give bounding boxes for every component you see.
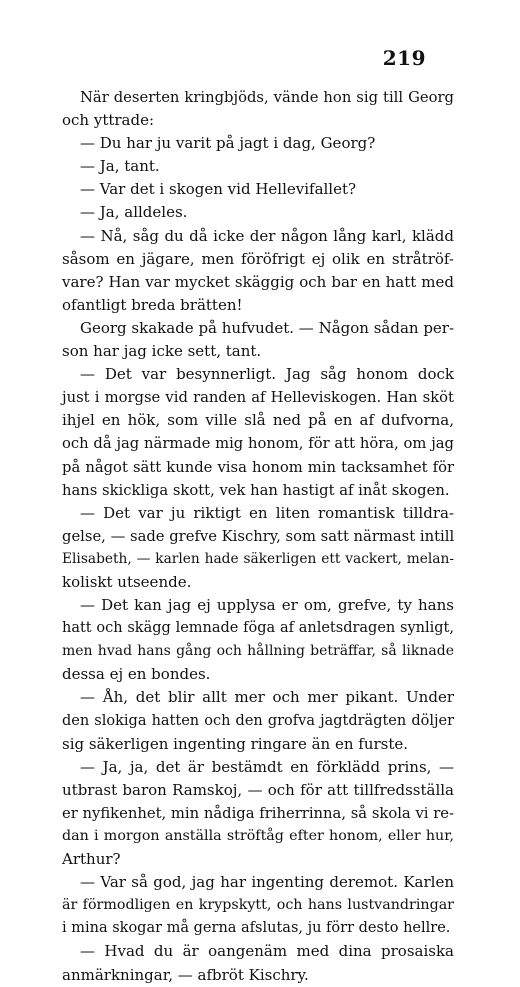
text-line: den slokiga hatten och den grofva jagtdrägten döljer xyxy=(62,712,454,729)
text-line: — Det var besynnerligt. Jag såg honom dock xyxy=(80,365,454,384)
text-line: och yttrade: xyxy=(62,111,155,130)
page-number: 219 xyxy=(382,46,426,70)
text-line: ofantligt breda brätten! xyxy=(62,295,243,314)
text-line: i mina skogar må gerna afslutas, ju förr desto hellre. xyxy=(62,920,451,937)
text-line: Georg skakade på hufvudet. — Någon sådan per- xyxy=(80,318,455,337)
text-line: Elisabeth, — karlen hade säkerligen ett vackert, melan- xyxy=(62,550,454,567)
text-line: såsom en jägare, men föröfrigt ej olik en stråtröf- xyxy=(62,249,454,268)
text-line: — Ja, tant. xyxy=(80,157,160,176)
text-line: sig säkerligen ingenting ringare än en furste. xyxy=(62,734,409,753)
text-line: Arthur? xyxy=(62,850,121,869)
text-line: utbrast baron Ramskoj, — och för att tillfredsställa xyxy=(62,780,454,799)
text-line: — Det kan jag ej upplysa er om, grefve, ty hans xyxy=(80,596,454,615)
body-text xyxy=(62,86,454,987)
text-line: anmärkningar, — afbröt Kischry. xyxy=(62,965,309,984)
text-line: När deserten kringbjöds, vände hon sig till Georg xyxy=(80,89,454,106)
text-line: — Hvad du är oangenäm med dina prosaiska xyxy=(80,942,454,961)
text-line: gelse, — sade grefve Kischry, som satt närmast intill xyxy=(62,527,455,545)
text-line: men hvad hans gång och hållning beträffar, så liknade xyxy=(62,643,454,660)
text-line: dessa ej en bondes. xyxy=(62,665,211,684)
text-line: just i morgse vid randen af Helleviskogen. Han sköt xyxy=(62,389,454,407)
text-line: koliskt utseende. xyxy=(62,572,192,591)
text-line: dan i morgon anställa ströftåg efter honom, eller hur, xyxy=(62,828,454,844)
text-line: — Du har ju varit på jagt i dag, Georg? xyxy=(80,134,376,153)
text-line: på något sätt kunde visa honom min tacksamhet för xyxy=(62,458,454,476)
text-line: — Nå, såg du då icke der någon lång karl, klädd xyxy=(80,226,454,245)
text-line: är förmodligen en krypskytt, och hans lustvandringar xyxy=(62,897,454,914)
text-line: — Var så god, jag har ingenting deremot. Karlen xyxy=(80,873,454,892)
text-line: hans skickliga skott, vek han hastigt af inåt skogen. xyxy=(62,481,450,499)
text-line: och då jag närmade mig honom, för att höra, om jag xyxy=(62,435,454,453)
text-line: — Ja, ja, det är bestämdt en förklädd prins, — xyxy=(80,757,454,776)
text-line: hatt och skägg lemnade föga af anletsdragen synligt, xyxy=(62,620,454,637)
text-line: ihjel en hök, som ville slå ned på en af dufvorna, xyxy=(62,411,454,430)
text-line: er nyfikenhet, min nådiga friherrinna, så skola vi re- xyxy=(62,804,454,822)
text-line: — Var det i skogen vid Hellevifallet? xyxy=(80,180,357,199)
text-line: — Det var ju riktigt en liten romantisk tilldra- xyxy=(80,503,454,522)
text-line: — Åh, det blir allt mer och mer pikant. Under xyxy=(80,688,454,707)
text-line: son har jag icke sett, tant. xyxy=(62,342,262,361)
text-line: — Ja, alldeles. xyxy=(80,203,188,222)
text-line: vare? Han var mycket skäggig och bar en hatt med xyxy=(62,272,454,291)
